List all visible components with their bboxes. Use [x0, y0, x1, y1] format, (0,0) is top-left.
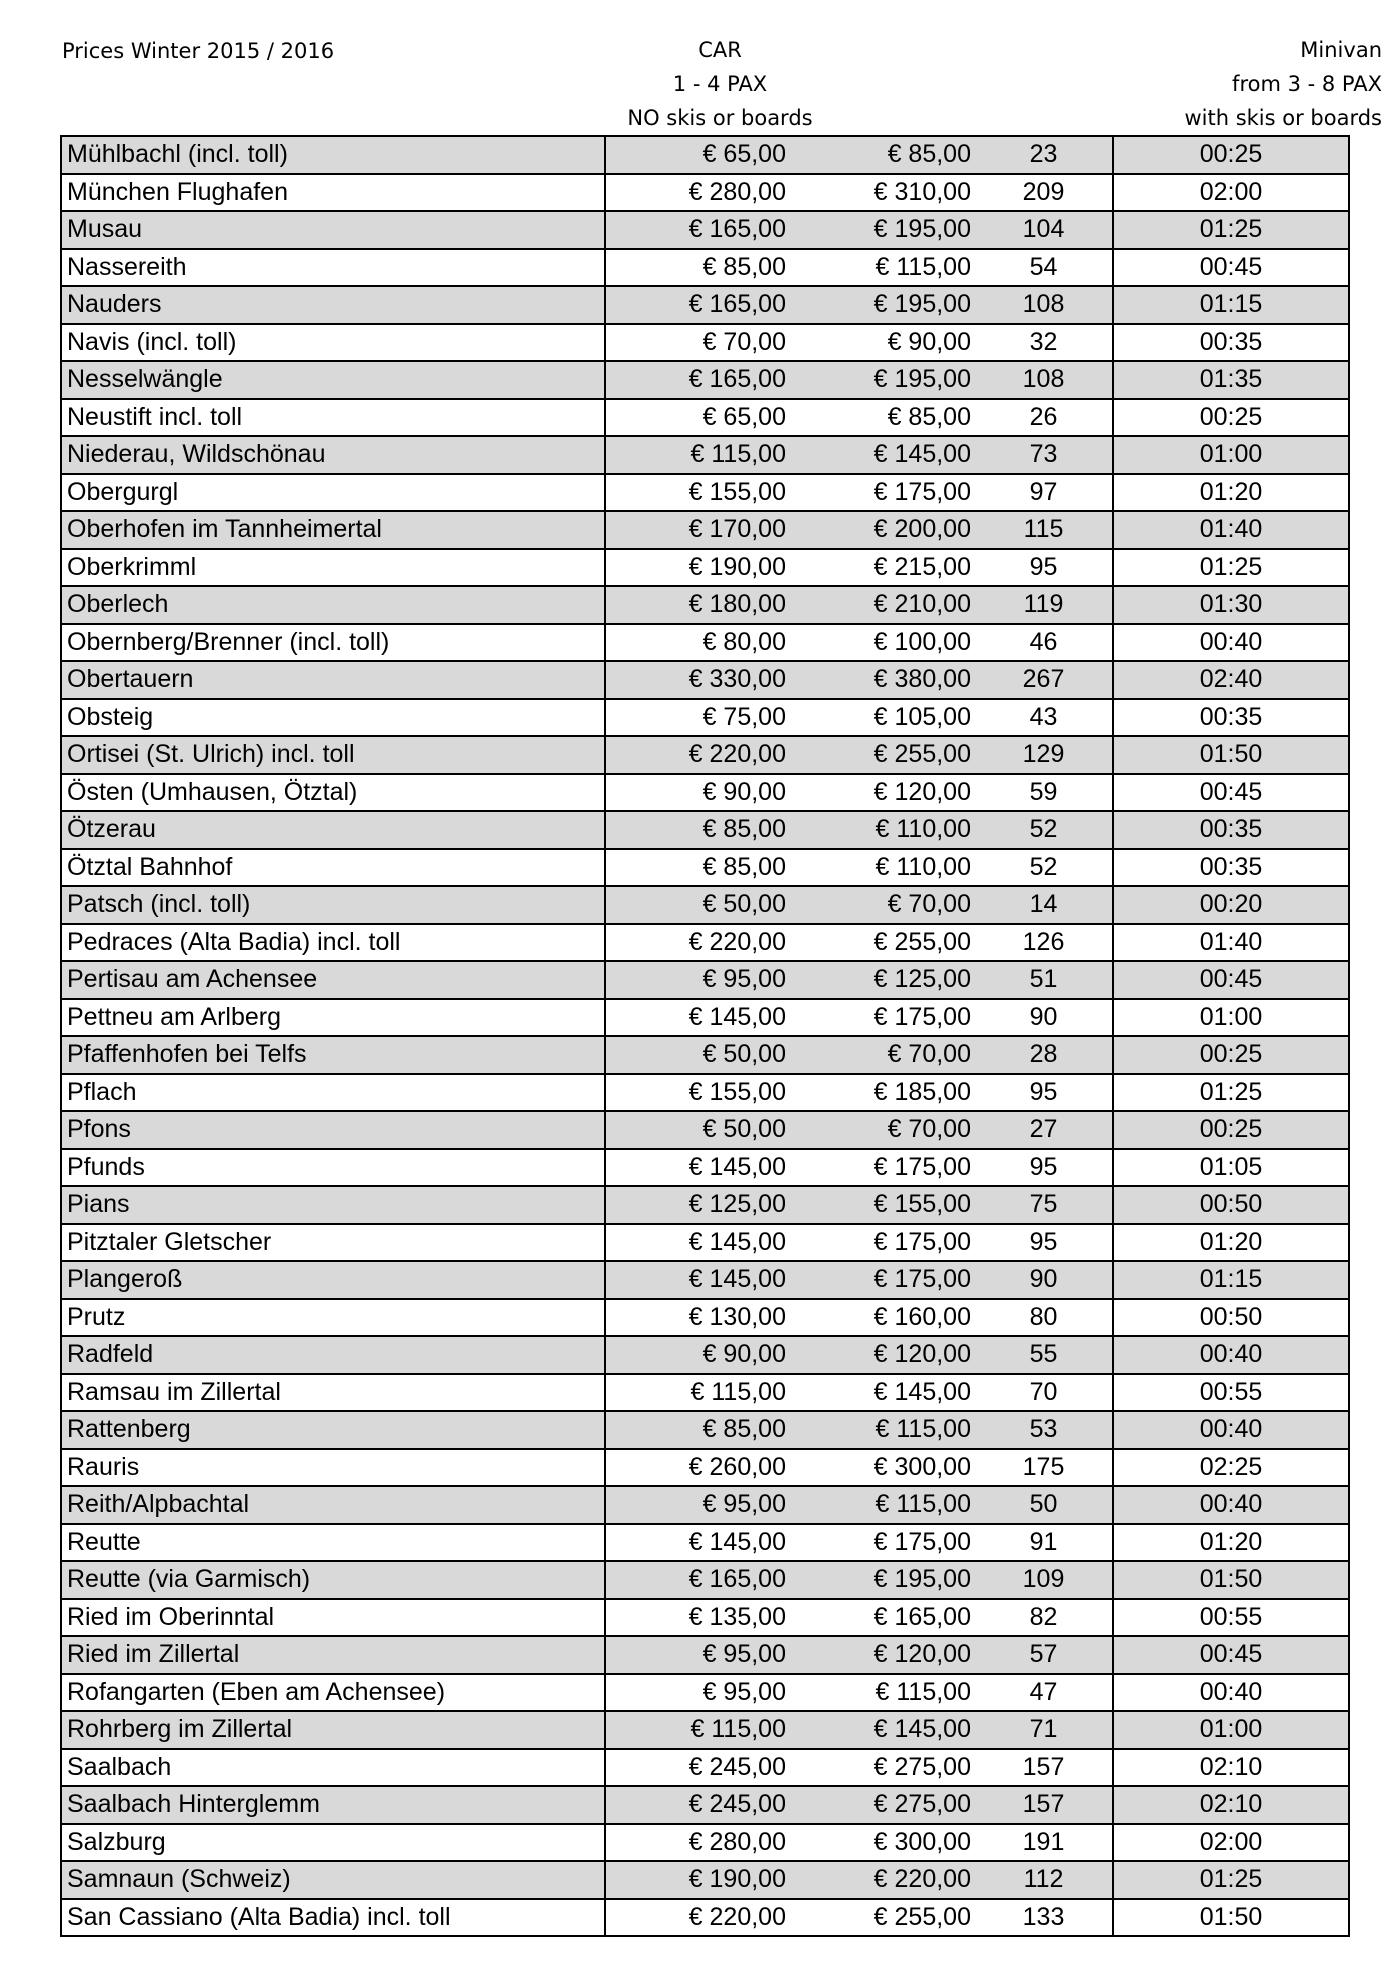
- distance-km-cell: 26: [975, 399, 1113, 437]
- car-price-cell: € 85,00: [605, 249, 790, 287]
- car-column-header: [560, 33, 880, 135]
- distance-km-cell: 57: [975, 1636, 1113, 1674]
- car-price-cell: € 50,00: [605, 1111, 790, 1149]
- car-price-cell: € 260,00: [605, 1449, 790, 1487]
- destination-cell: Ötztal Bahnhof: [61, 849, 605, 887]
- distance-km-cell: 115: [975, 511, 1113, 549]
- minivan-price-cell: € 195,00: [790, 1561, 975, 1599]
- minivan-price-cell: € 195,00: [790, 286, 975, 324]
- destination-cell: Samnaun (Schweiz): [61, 1861, 605, 1899]
- minivan-price-cell: € 145,00: [790, 1374, 975, 1412]
- destination-cell: Nassereith: [61, 249, 605, 287]
- destination-cell: Pitztaler Gletscher: [61, 1224, 605, 1262]
- table-row: [61, 811, 1349, 849]
- destination-cell: Oberlech: [61, 586, 605, 624]
- table-row: [61, 324, 1349, 362]
- minivan-price-cell: € 120,00: [790, 1336, 975, 1374]
- table-row: [61, 1336, 1349, 1374]
- travel-time-cell: 00:50: [1113, 1299, 1349, 1337]
- table-row: [61, 1299, 1349, 1337]
- minivan-price-cell: € 185,00: [790, 1074, 975, 1112]
- car-price-cell: € 50,00: [605, 886, 790, 924]
- table-row: [61, 924, 1349, 962]
- table-row: [61, 1711, 1349, 1749]
- minivan-price-cell: € 70,00: [790, 1036, 975, 1074]
- distance-km-cell: 90: [975, 1261, 1113, 1299]
- minivan-price-cell: € 115,00: [790, 249, 975, 287]
- table-row: [61, 436, 1349, 474]
- table-row: [61, 1074, 1349, 1112]
- minivan-price-cell: € 275,00: [790, 1749, 975, 1787]
- minivan-header-line-1: Minivan: [1300, 38, 1382, 62]
- travel-time-cell: 01:00: [1113, 999, 1349, 1037]
- table-row: [61, 661, 1349, 699]
- travel-time-cell: 00:50: [1113, 1186, 1349, 1224]
- destination-cell: Pedraces (Alta Badia) incl. toll: [61, 924, 605, 962]
- distance-km-cell: 28: [975, 1036, 1113, 1074]
- car-price-cell: € 50,00: [605, 1036, 790, 1074]
- distance-km-cell: 27: [975, 1111, 1113, 1149]
- car-price-cell: € 280,00: [605, 174, 790, 212]
- table-row: [61, 174, 1349, 212]
- destination-cell: Saalbach Hinterglemm: [61, 1786, 605, 1824]
- minivan-price-cell: € 110,00: [790, 811, 975, 849]
- travel-time-cell: 00:35: [1113, 811, 1349, 849]
- car-price-cell: € 85,00: [605, 1411, 790, 1449]
- destination-cell: Radfeld: [61, 1336, 605, 1374]
- travel-time-cell: 00:45: [1113, 961, 1349, 999]
- minivan-price-cell: € 90,00: [790, 324, 975, 362]
- minivan-price-cell: € 160,00: [790, 1299, 975, 1337]
- destination-cell: Ortisei (St. Ulrich) incl. toll: [61, 736, 605, 774]
- minivan-price-cell: € 145,00: [790, 1711, 975, 1749]
- destination-cell: Obertauern: [61, 661, 605, 699]
- distance-km-cell: 126: [975, 924, 1113, 962]
- travel-time-cell: 01:20: [1113, 1524, 1349, 1562]
- distance-km-cell: 43: [975, 699, 1113, 737]
- minivan-price-cell: € 85,00: [790, 136, 975, 174]
- minivan-price-cell: € 200,00: [790, 511, 975, 549]
- travel-time-cell: 02:00: [1113, 1824, 1349, 1862]
- destination-cell: Ötzerau: [61, 811, 605, 849]
- car-price-cell: € 145,00: [605, 1149, 790, 1187]
- destination-cell: San Cassiano (Alta Badia) incl. toll: [61, 1899, 605, 1937]
- minivan-price-cell: € 165,00: [790, 1599, 975, 1637]
- table-row: [61, 586, 1349, 624]
- table-row: [61, 1111, 1349, 1149]
- car-price-cell: € 90,00: [605, 774, 790, 812]
- destination-cell: Pians: [61, 1186, 605, 1224]
- distance-km-cell: 80: [975, 1299, 1113, 1337]
- distance-km-cell: 47: [975, 1674, 1113, 1712]
- table-row: [61, 736, 1349, 774]
- destination-cell: Obsteig: [61, 699, 605, 737]
- distance-km-cell: 95: [975, 1149, 1113, 1187]
- distance-km-cell: 73: [975, 436, 1113, 474]
- distance-km-cell: 108: [975, 286, 1113, 324]
- table-row: [61, 961, 1349, 999]
- travel-time-cell: 01:50: [1113, 1899, 1349, 1937]
- minivan-price-cell: € 175,00: [790, 1524, 975, 1562]
- car-price-cell: € 245,00: [605, 1786, 790, 1824]
- table-row: [61, 1861, 1349, 1899]
- distance-km-cell: 133: [975, 1899, 1113, 1937]
- minivan-price-cell: € 175,00: [790, 1261, 975, 1299]
- minivan-column-header: [1184, 33, 1382, 135]
- distance-km-cell: 95: [975, 1224, 1113, 1262]
- car-price-cell: € 75,00: [605, 699, 790, 737]
- car-price-cell: € 155,00: [605, 1074, 790, 1112]
- travel-time-cell: 02:00: [1113, 174, 1349, 212]
- car-price-cell: € 95,00: [605, 961, 790, 999]
- destination-cell: Reith/Alpbachtal: [61, 1486, 605, 1524]
- minivan-price-cell: € 210,00: [790, 586, 975, 624]
- distance-km-cell: 175: [975, 1449, 1113, 1487]
- table-row: [61, 1149, 1349, 1187]
- travel-time-cell: 00:40: [1113, 1411, 1349, 1449]
- minivan-price-cell: € 70,00: [790, 886, 975, 924]
- minivan-price-cell: € 215,00: [790, 549, 975, 587]
- table-row: [61, 361, 1349, 399]
- car-header-line-1: CAR: [698, 38, 742, 62]
- price-table-body: [61, 136, 1349, 1936]
- distance-km-cell: 97: [975, 474, 1113, 512]
- destination-cell: Plangeroß: [61, 1261, 605, 1299]
- travel-time-cell: 01:00: [1113, 436, 1349, 474]
- distance-km-cell: 267: [975, 661, 1113, 699]
- minivan-price-cell: € 300,00: [790, 1824, 975, 1862]
- travel-time-cell: 01:35: [1113, 361, 1349, 399]
- table-row: [61, 1036, 1349, 1074]
- distance-km-cell: 191: [975, 1824, 1113, 1862]
- minivan-price-cell: € 155,00: [790, 1186, 975, 1224]
- table-row: [61, 1749, 1349, 1787]
- car-price-cell: € 95,00: [605, 1674, 790, 1712]
- travel-time-cell: 01:05: [1113, 1149, 1349, 1187]
- minivan-price-cell: € 120,00: [790, 1636, 975, 1674]
- destination-cell: Pfons: [61, 1111, 605, 1149]
- table-row: [61, 549, 1349, 587]
- car-price-cell: € 95,00: [605, 1636, 790, 1674]
- minivan-price-cell: € 255,00: [790, 1899, 975, 1937]
- distance-km-cell: 14: [975, 886, 1113, 924]
- minivan-price-cell: € 115,00: [790, 1411, 975, 1449]
- minivan-price-cell: € 100,00: [790, 624, 975, 662]
- destination-cell: Mühlbachl (incl. toll): [61, 136, 605, 174]
- page-title: Prices Winter 2015 / 2016: [62, 39, 335, 63]
- table-row: [61, 1561, 1349, 1599]
- destination-cell: Navis (incl. toll): [61, 324, 605, 362]
- table-row: [61, 1261, 1349, 1299]
- travel-time-cell: 00:20: [1113, 886, 1349, 924]
- destination-cell: Pfaffenhofen bei Telfs: [61, 1036, 605, 1074]
- travel-time-cell: 00:25: [1113, 1111, 1349, 1149]
- destination-cell: Reutte (via Garmisch): [61, 1561, 605, 1599]
- car-price-cell: € 65,00: [605, 136, 790, 174]
- distance-km-cell: 50: [975, 1486, 1113, 1524]
- destination-cell: Pettneu am Arlberg: [61, 999, 605, 1037]
- distance-km-cell: 90: [975, 999, 1113, 1037]
- table-row: [61, 1786, 1349, 1824]
- distance-km-cell: 55: [975, 1336, 1113, 1374]
- travel-time-cell: 00:40: [1113, 624, 1349, 662]
- table-row: [61, 1674, 1349, 1712]
- travel-time-cell: 02:10: [1113, 1786, 1349, 1824]
- travel-time-cell: 01:30: [1113, 586, 1349, 624]
- minivan-price-cell: € 220,00: [790, 1861, 975, 1899]
- car-price-cell: € 125,00: [605, 1186, 790, 1224]
- destination-cell: Rauris: [61, 1449, 605, 1487]
- distance-km-cell: 52: [975, 849, 1113, 887]
- destination-cell: Saalbach: [61, 1749, 605, 1787]
- travel-time-cell: 01:20: [1113, 474, 1349, 512]
- car-price-cell: € 85,00: [605, 811, 790, 849]
- travel-time-cell: 02:40: [1113, 661, 1349, 699]
- car-price-cell: € 220,00: [605, 1899, 790, 1937]
- price-table: [60, 135, 1350, 1937]
- destination-cell: Nauders: [61, 286, 605, 324]
- table-row: [61, 699, 1349, 737]
- car-price-cell: € 165,00: [605, 1561, 790, 1599]
- distance-km-cell: 32: [975, 324, 1113, 362]
- distance-km-cell: 95: [975, 1074, 1113, 1112]
- car-price-cell: € 220,00: [605, 736, 790, 774]
- destination-cell: Ried im Zillertal: [61, 1636, 605, 1674]
- car-price-cell: € 190,00: [605, 549, 790, 587]
- car-price-cell: € 90,00: [605, 1336, 790, 1374]
- minivan-price-cell: € 255,00: [790, 924, 975, 962]
- destination-cell: Reutte: [61, 1524, 605, 1562]
- minivan-price-cell: € 85,00: [790, 399, 975, 437]
- distance-km-cell: 53: [975, 1411, 1113, 1449]
- distance-km-cell: 209: [975, 174, 1113, 212]
- travel-time-cell: 00:25: [1113, 399, 1349, 437]
- car-price-cell: € 180,00: [605, 586, 790, 624]
- travel-time-cell: 01:25: [1113, 211, 1349, 249]
- car-price-cell: € 70,00: [605, 324, 790, 362]
- travel-time-cell: 01:15: [1113, 1261, 1349, 1299]
- distance-km-cell: 119: [975, 586, 1113, 624]
- travel-time-cell: 00:25: [1113, 136, 1349, 174]
- travel-time-cell: 01:50: [1113, 736, 1349, 774]
- table-row: [61, 1186, 1349, 1224]
- table-row: [61, 474, 1349, 512]
- table-row: [61, 1449, 1349, 1487]
- minivan-header-line-2: from 3 - 8 PAX: [1232, 72, 1382, 96]
- car-price-cell: € 130,00: [605, 1299, 790, 1337]
- travel-time-cell: 01:25: [1113, 549, 1349, 587]
- travel-time-cell: 00:35: [1113, 699, 1349, 737]
- destination-cell: Salzburg: [61, 1824, 605, 1862]
- travel-time-cell: 01:15: [1113, 286, 1349, 324]
- travel-time-cell: 00:40: [1113, 1486, 1349, 1524]
- table-row: [61, 286, 1349, 324]
- minivan-header-line-3: with skis or boards: [1184, 106, 1382, 130]
- travel-time-cell: 01:40: [1113, 924, 1349, 962]
- minivan-price-cell: € 115,00: [790, 1674, 975, 1712]
- car-price-cell: € 145,00: [605, 999, 790, 1037]
- destination-cell: Oberkrimml: [61, 549, 605, 587]
- destination-cell: Ried im Oberinntal: [61, 1599, 605, 1637]
- table-row: [61, 399, 1349, 437]
- destination-cell: Rohrberg im Zillertal: [61, 1711, 605, 1749]
- car-price-cell: € 115,00: [605, 1374, 790, 1412]
- distance-km-cell: 157: [975, 1749, 1113, 1787]
- travel-time-cell: 01:40: [1113, 511, 1349, 549]
- car-price-cell: € 85,00: [605, 849, 790, 887]
- minivan-price-cell: € 120,00: [790, 774, 975, 812]
- destination-cell: Neustift incl. toll: [61, 399, 605, 437]
- travel-time-cell: 00:55: [1113, 1599, 1349, 1637]
- distance-km-cell: 59: [975, 774, 1113, 812]
- travel-time-cell: 00:35: [1113, 849, 1349, 887]
- destination-cell: Rofangarten (Eben am Achensee): [61, 1674, 605, 1712]
- travel-time-cell: 00:45: [1113, 249, 1349, 287]
- table-row: [61, 511, 1349, 549]
- table-row: [61, 1599, 1349, 1637]
- distance-km-cell: 104: [975, 211, 1113, 249]
- car-price-cell: € 190,00: [605, 1861, 790, 1899]
- travel-time-cell: 01:00: [1113, 1711, 1349, 1749]
- travel-time-cell: 01:50: [1113, 1561, 1349, 1599]
- minivan-price-cell: € 125,00: [790, 961, 975, 999]
- car-price-cell: € 145,00: [605, 1224, 790, 1262]
- minivan-price-cell: € 300,00: [790, 1449, 975, 1487]
- minivan-price-cell: € 175,00: [790, 999, 975, 1037]
- destination-cell: Prutz: [61, 1299, 605, 1337]
- car-price-cell: € 135,00: [605, 1599, 790, 1637]
- minivan-price-cell: € 310,00: [790, 174, 975, 212]
- destination-cell: Niederau, Wildschönau: [61, 436, 605, 474]
- table-row: [61, 999, 1349, 1037]
- car-price-cell: € 95,00: [605, 1486, 790, 1524]
- minivan-price-cell: € 115,00: [790, 1486, 975, 1524]
- car-price-cell: € 155,00: [605, 474, 790, 512]
- destination-cell: Patsch (incl. toll): [61, 886, 605, 924]
- travel-time-cell: 00:40: [1113, 1674, 1349, 1712]
- table-row: [61, 1224, 1349, 1262]
- table-row: [61, 1899, 1349, 1937]
- car-price-cell: € 145,00: [605, 1524, 790, 1562]
- table-row: [61, 1486, 1349, 1524]
- minivan-price-cell: € 195,00: [790, 361, 975, 399]
- car-price-cell: € 280,00: [605, 1824, 790, 1862]
- table-row: [61, 886, 1349, 924]
- travel-time-cell: 00:40: [1113, 1336, 1349, 1374]
- distance-km-cell: 91: [975, 1524, 1113, 1562]
- destination-cell: Nesselwängle: [61, 361, 605, 399]
- minivan-price-cell: € 175,00: [790, 474, 975, 512]
- destination-cell: Obernberg/Brenner (incl. toll): [61, 624, 605, 662]
- car-price-cell: € 170,00: [605, 511, 790, 549]
- distance-km-cell: 108: [975, 361, 1113, 399]
- table-row: [61, 1824, 1349, 1862]
- distance-km-cell: 129: [975, 736, 1113, 774]
- car-header-line-2: 1 - 4 PAX: [672, 72, 768, 96]
- distance-km-cell: 82: [975, 1599, 1113, 1637]
- minivan-price-cell: € 380,00: [790, 661, 975, 699]
- travel-time-cell: 00:35: [1113, 324, 1349, 362]
- table-row: [61, 1636, 1349, 1674]
- table-row: [61, 1524, 1349, 1562]
- destination-cell: Musau: [61, 211, 605, 249]
- travel-time-cell: 00:45: [1113, 1636, 1349, 1674]
- destination-cell: Pertisau am Achensee: [61, 961, 605, 999]
- minivan-price-cell: € 175,00: [790, 1149, 975, 1187]
- distance-km-cell: 46: [975, 624, 1113, 662]
- car-price-cell: € 245,00: [605, 1749, 790, 1787]
- travel-time-cell: 01:20: [1113, 1224, 1349, 1262]
- distance-km-cell: 71: [975, 1711, 1113, 1749]
- table-row: [61, 849, 1349, 887]
- distance-km-cell: 157: [975, 1786, 1113, 1824]
- minivan-price-cell: € 195,00: [790, 211, 975, 249]
- minivan-price-cell: € 145,00: [790, 436, 975, 474]
- travel-time-cell: 01:25: [1113, 1861, 1349, 1899]
- car-price-cell: € 165,00: [605, 211, 790, 249]
- distance-km-cell: 75: [975, 1186, 1113, 1224]
- distance-km-cell: 51: [975, 961, 1113, 999]
- car-price-cell: € 165,00: [605, 286, 790, 324]
- car-price-cell: € 115,00: [605, 1711, 790, 1749]
- minivan-price-cell: € 175,00: [790, 1224, 975, 1262]
- distance-km-cell: 109: [975, 1561, 1113, 1599]
- car-price-cell: € 165,00: [605, 361, 790, 399]
- travel-time-cell: 01:25: [1113, 1074, 1349, 1112]
- car-price-cell: € 80,00: [605, 624, 790, 662]
- minivan-price-cell: € 70,00: [790, 1111, 975, 1149]
- distance-km-cell: 70: [975, 1374, 1113, 1412]
- travel-time-cell: 00:25: [1113, 1036, 1349, 1074]
- car-price-cell: € 330,00: [605, 661, 790, 699]
- travel-time-cell: 00:55: [1113, 1374, 1349, 1412]
- table-row: [61, 136, 1349, 174]
- car-price-cell: € 115,00: [605, 436, 790, 474]
- distance-km-cell: 54: [975, 249, 1113, 287]
- destination-cell: Pflach: [61, 1074, 605, 1112]
- table-row: [61, 774, 1349, 812]
- distance-km-cell: 52: [975, 811, 1113, 849]
- table-row: [61, 249, 1349, 287]
- travel-time-cell: 00:45: [1113, 774, 1349, 812]
- destination-cell: München Flughafen: [61, 174, 605, 212]
- travel-time-cell: 02:10: [1113, 1749, 1349, 1787]
- minivan-price-cell: € 110,00: [790, 849, 975, 887]
- destination-cell: Östen (Umhausen, Ötztal): [61, 774, 605, 812]
- minivan-price-cell: € 255,00: [790, 736, 975, 774]
- car-price-cell: € 220,00: [605, 924, 790, 962]
- destination-cell: Obergurgl: [61, 474, 605, 512]
- destination-cell: Ramsau im Zillertal: [61, 1374, 605, 1412]
- distance-km-cell: 95: [975, 549, 1113, 587]
- table-row: [61, 1411, 1349, 1449]
- travel-time-cell: 02:25: [1113, 1449, 1349, 1487]
- distance-km-cell: 23: [975, 136, 1113, 174]
- destination-cell: Rattenberg: [61, 1411, 605, 1449]
- minivan-price-cell: € 105,00: [790, 699, 975, 737]
- destination-cell: Pfunds: [61, 1149, 605, 1187]
- destination-cell: Oberhofen im Tannheimertal: [61, 511, 605, 549]
- car-price-cell: € 65,00: [605, 399, 790, 437]
- table-row: [61, 211, 1349, 249]
- car-price-cell: € 145,00: [605, 1261, 790, 1299]
- table-row: [61, 624, 1349, 662]
- car-header-line-3: NO skis or boards: [627, 106, 813, 130]
- distance-km-cell: 112: [975, 1861, 1113, 1899]
- table-row: [61, 1374, 1349, 1412]
- minivan-price-cell: € 275,00: [790, 1786, 975, 1824]
